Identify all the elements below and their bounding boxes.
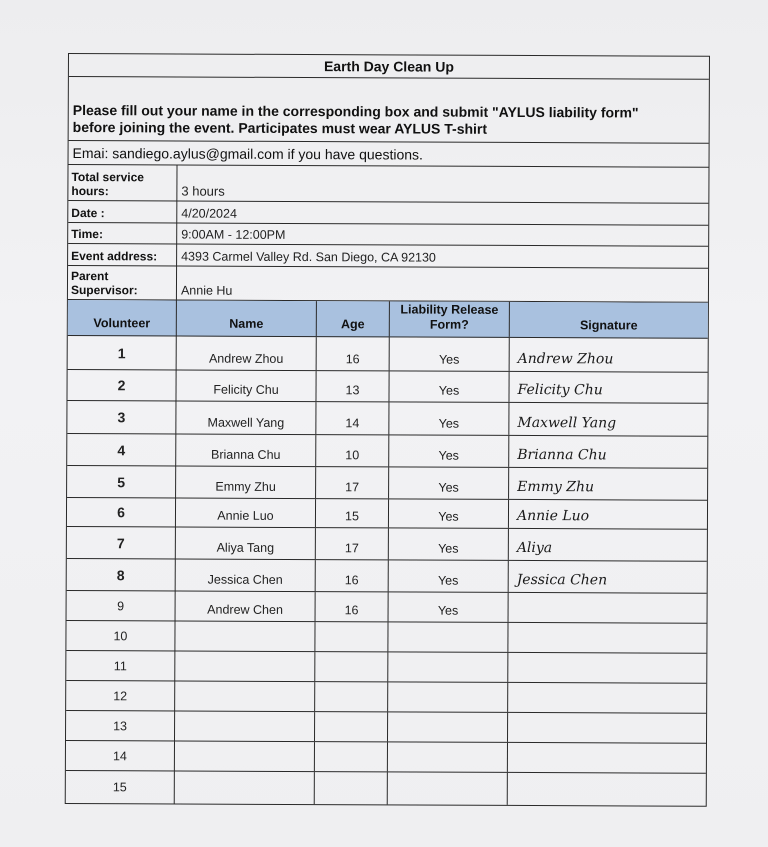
table-row bbox=[66, 621, 706, 654]
volunteer-name: Aliya Tang bbox=[176, 527, 316, 559]
signature-cell bbox=[509, 529, 707, 561]
header-signature: Signature bbox=[579, 318, 638, 333]
volunteer-age bbox=[315, 622, 388, 651]
signature-cell bbox=[509, 372, 707, 403]
detail-label: Date : bbox=[68, 201, 177, 222]
signature-cell bbox=[508, 653, 706, 683]
liability-status bbox=[388, 652, 508, 682]
signature: Andrew Zhou bbox=[517, 350, 614, 368]
liability-status: Yes bbox=[389, 371, 509, 402]
table-row bbox=[66, 711, 706, 744]
signature: Annie Luo bbox=[516, 507, 590, 525]
liability-status bbox=[388, 742, 508, 772]
detail-label: Parent Supervisor: bbox=[68, 266, 177, 299]
instructions bbox=[69, 77, 709, 144]
volunteer-name: Annie Luo bbox=[176, 498, 316, 527]
liability-status: Yes bbox=[389, 592, 509, 622]
detail-row-address bbox=[68, 244, 708, 269]
liability-status bbox=[388, 682, 508, 712]
table-row bbox=[66, 771, 706, 806]
volunteer-age bbox=[315, 652, 388, 681]
volunteer-name bbox=[175, 771, 315, 804]
volunteer-rows bbox=[66, 336, 708, 806]
detail-value: 4393 Carmel Valley Rd. San Diego, CA 92130 bbox=[181, 249, 436, 265]
signature-cell bbox=[508, 683, 706, 713]
email-line: Emai: sandiego.aylus@gmail.com if you have questions. bbox=[69, 141, 709, 168]
volunteer-age: 13 bbox=[316, 371, 389, 401]
signature-cell bbox=[509, 436, 707, 468]
table-header bbox=[68, 300, 708, 339]
volunteer-number: 11 bbox=[66, 651, 175, 680]
form-title: Earth Day Clean Up bbox=[69, 54, 709, 80]
volunteer-number: 2 bbox=[67, 370, 176, 400]
volunteer-age bbox=[315, 712, 388, 741]
signature-cell bbox=[510, 338, 708, 372]
detail-label: Time: bbox=[68, 223, 177, 243]
sign-up-sheet bbox=[65, 53, 710, 807]
detail-value: 3 hours bbox=[181, 183, 225, 199]
table-row bbox=[66, 741, 706, 774]
liability-status bbox=[388, 622, 508, 652]
volunteer-age: 17 bbox=[316, 528, 389, 559]
detail-label: Total service hours: bbox=[68, 165, 177, 200]
signature: Emmy Zhu bbox=[517, 478, 595, 496]
volunteer-number: 12 bbox=[66, 681, 175, 710]
detail-row-supervisor bbox=[68, 266, 708, 303]
volunteer-number: 1 bbox=[68, 336, 177, 369]
volunteer-number: 7 bbox=[67, 527, 176, 558]
volunteer-number: 4 bbox=[67, 434, 176, 465]
volunteer-age bbox=[315, 742, 388, 771]
liability-status: Yes bbox=[389, 528, 509, 560]
table-row bbox=[68, 336, 708, 373]
volunteer-name: Andrew Chen bbox=[176, 591, 316, 621]
detail-value: 9:00AM - 12:00PM bbox=[181, 227, 286, 242]
volunteer-number: 15 bbox=[66, 771, 175, 803]
table-row bbox=[67, 466, 707, 501]
liability-status: Yes bbox=[390, 337, 510, 371]
volunteer-age: 16 bbox=[316, 592, 389, 621]
signature: Aliya bbox=[516, 539, 553, 557]
table-row bbox=[67, 401, 707, 437]
liability-status bbox=[388, 772, 508, 805]
volunteer-name: Andrew Zhou bbox=[177, 336, 317, 370]
liability-status: Yes bbox=[389, 435, 509, 467]
signature-cell bbox=[509, 593, 707, 623]
volunteer-age: 17 bbox=[316, 467, 389, 498]
signature-cell bbox=[509, 403, 707, 436]
volunteer-age: 16 bbox=[316, 560, 389, 591]
header-volunteer: Volunteer bbox=[68, 300, 177, 335]
instruction-line-2: before joining the event. Participates must wear AYLUS T-shirt bbox=[72, 119, 488, 137]
volunteer-age: 10 bbox=[316, 435, 389, 466]
signature-cell bbox=[508, 743, 706, 773]
header-age: Age bbox=[317, 301, 390, 336]
volunteer-number: 14 bbox=[66, 741, 175, 770]
signature-cell bbox=[509, 468, 707, 500]
signature: Felicity Chu bbox=[517, 381, 603, 399]
volunteer-number: 3 bbox=[67, 401, 176, 433]
signature-cell bbox=[509, 561, 707, 593]
table-row bbox=[67, 498, 707, 530]
signature: Brianna Chu bbox=[517, 446, 607, 464]
detail-label: Event address: bbox=[68, 244, 177, 265]
table-row bbox=[67, 527, 707, 562]
detail-value: 4/20/2024 bbox=[181, 206, 237, 221]
detail-value: Annie Hu bbox=[180, 283, 233, 298]
table-row bbox=[67, 591, 707, 624]
table-row bbox=[66, 651, 706, 684]
table-row bbox=[67, 434, 707, 469]
volunteer-name bbox=[175, 711, 315, 741]
volunteer-name: Brianna Chu bbox=[176, 434, 316, 466]
volunteer-number: 13 bbox=[66, 711, 175, 740]
volunteer-number: 6 bbox=[67, 498, 176, 526]
liability-status: Yes bbox=[389, 560, 509, 592]
volunteer-number: 5 bbox=[67, 466, 176, 497]
detail-row-hours bbox=[68, 165, 708, 204]
table-row bbox=[67, 559, 707, 594]
volunteer-age bbox=[315, 772, 388, 804]
volunteer-name bbox=[175, 681, 315, 711]
signature: Jessica Chen bbox=[516, 571, 608, 589]
header-name: Name bbox=[177, 300, 317, 336]
volunteer-name: Emmy Zhu bbox=[176, 466, 316, 498]
header-liability: Liability Release Form? bbox=[390, 301, 510, 337]
liability-status bbox=[388, 712, 508, 742]
signature-cell bbox=[508, 623, 706, 653]
volunteer-name: Jessica Chen bbox=[176, 559, 316, 591]
volunteer-name bbox=[175, 741, 315, 771]
signature-cell bbox=[509, 500, 707, 529]
liability-status: Yes bbox=[389, 467, 509, 499]
volunteer-age: 16 bbox=[317, 337, 390, 370]
volunteer-age: 14 bbox=[316, 402, 389, 434]
detail-row-date bbox=[68, 201, 708, 226]
detail-row-time bbox=[68, 223, 708, 247]
signature-cell bbox=[508, 713, 706, 743]
liability-status: Yes bbox=[389, 402, 509, 435]
volunteer-name: Felicity Chu bbox=[176, 370, 316, 401]
volunteer-name bbox=[175, 651, 315, 681]
volunteer-age: 15 bbox=[316, 499, 389, 527]
volunteer-name bbox=[175, 621, 315, 651]
liability-status: Yes bbox=[389, 499, 509, 528]
signature-cell bbox=[508, 773, 706, 806]
volunteer-age bbox=[315, 682, 388, 711]
table-row bbox=[66, 681, 706, 714]
volunteer-number: 10 bbox=[66, 621, 175, 650]
instruction-line-1: Please fill out your name in the corresponding box and submit "AYLUS liability form" bbox=[72, 102, 639, 121]
table-row bbox=[67, 370, 707, 404]
volunteer-number: 9 bbox=[67, 591, 176, 620]
volunteer-name: Maxwell Yang bbox=[176, 401, 316, 434]
signature: Maxwell Yang bbox=[517, 414, 617, 432]
volunteer-number: 8 bbox=[67, 559, 176, 590]
